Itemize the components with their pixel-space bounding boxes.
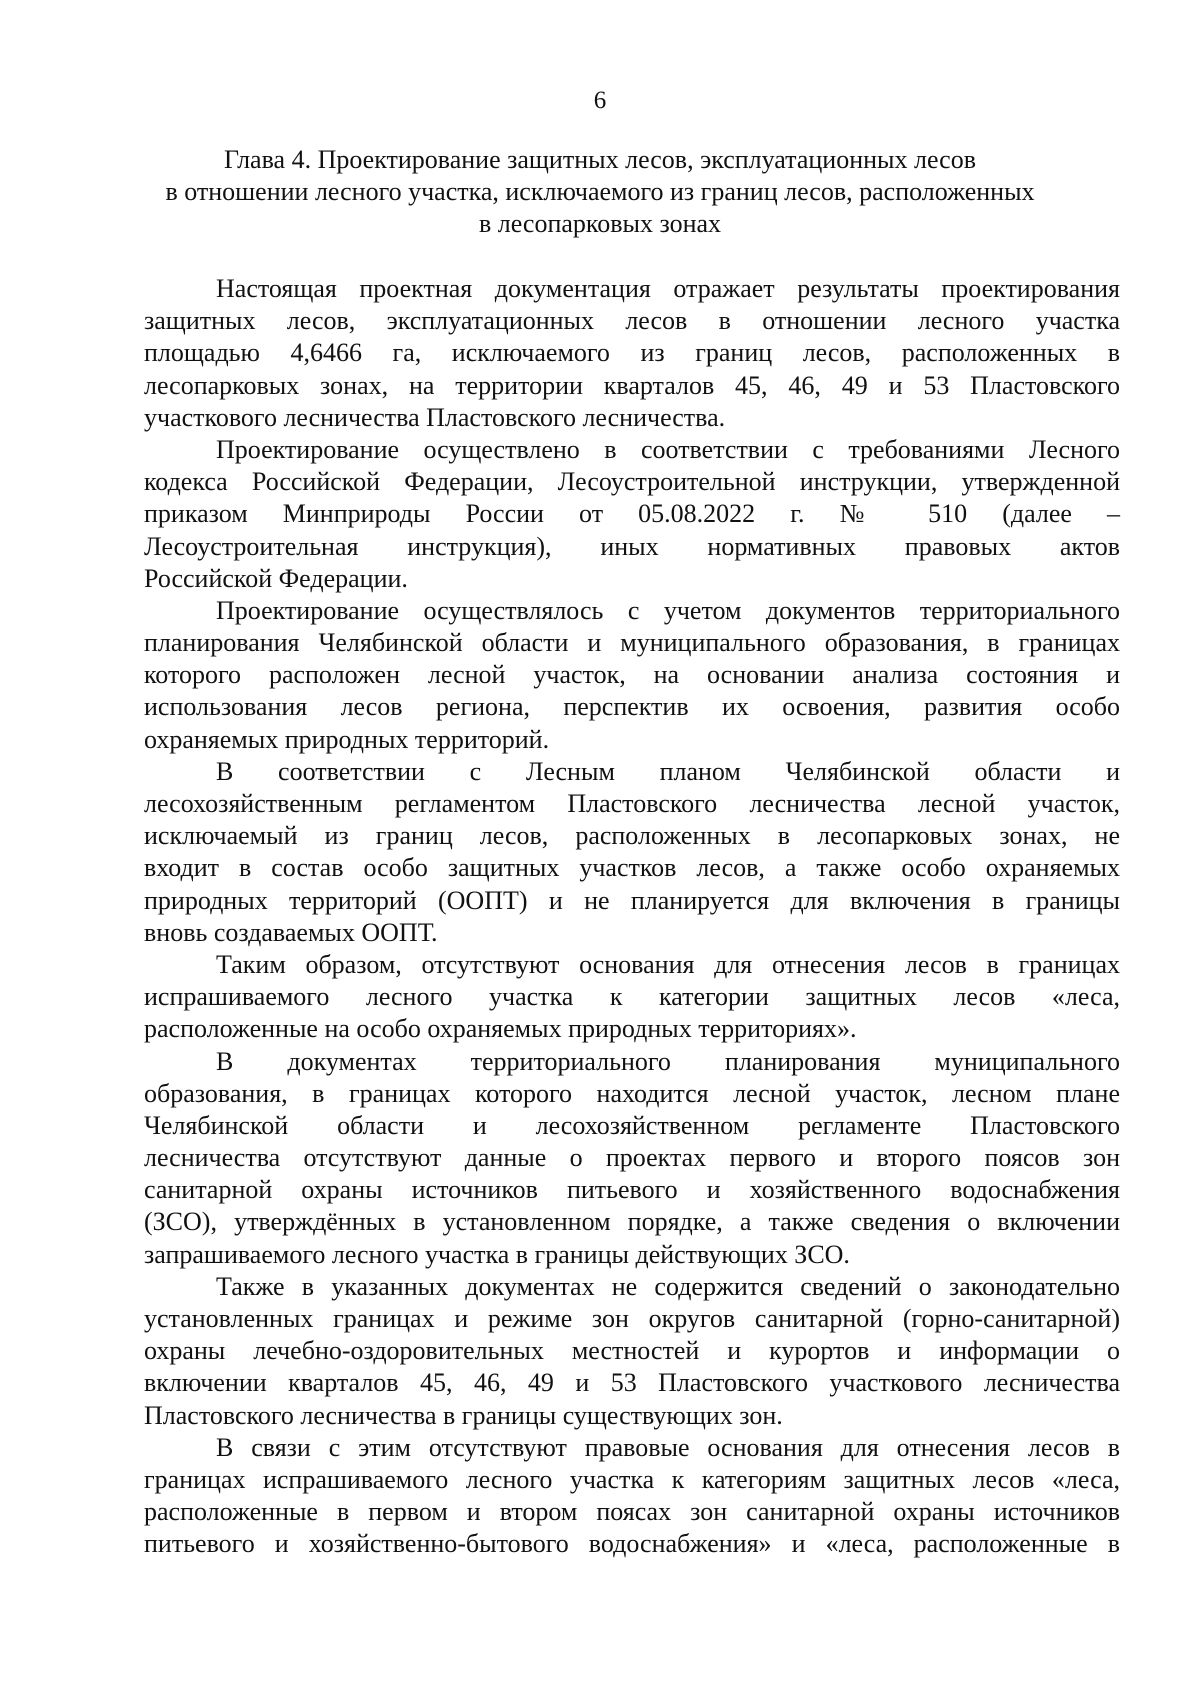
- paragraph-line: Таким образом, отсутствуют основания для отнесения лесов в границах: [216, 949, 1120, 979]
- paragraph: [144, 1271, 1120, 1432]
- paragraph-line: образования, в границах которого находится лесной участок, лесном плане: [144, 1078, 1120, 1108]
- paragraph-line: защитных лесов, эксплуатационных лесов в отношении лесного участка: [144, 306, 1120, 336]
- paragraph-line: санитарной охраны источников питьевого и хозяйственного водоснабжения: [144, 1175, 1120, 1205]
- paragraph: [144, 434, 1120, 595]
- chapter-title: [140, 144, 1060, 240]
- chapter-title-line: Глава 4. Проектирование защитных лесов, эксплуатационных лесов: [224, 145, 976, 174]
- paragraph-line: Пластовского лесничества в границы существующих зон.: [144, 1400, 783, 1430]
- paragraph-line: В связи с этим отсутствуют правовые основания для отнесения лесов в: [216, 1432, 1120, 1462]
- paragraph-line: Проектирование осуществлялось с учетом документов территориального: [216, 595, 1120, 625]
- paragraph-line: лесохозяйственным регламентом Пластовского лесничества лесной участок,: [144, 789, 1120, 818]
- paragraph-line: Настоящая проектная документация отражает результаты проектирования: [216, 274, 1120, 303]
- chapter-title-line: в отношении лесного участка, исключаемого из границ лесов, расположенных: [165, 177, 1035, 206]
- paragraph: [144, 595, 1120, 756]
- paragraph: [144, 1046, 1120, 1271]
- paragraph: [144, 756, 1120, 949]
- paragraph-line: Проектирование осуществлено в соответствии с требованиями Лесного: [216, 434, 1120, 464]
- paragraph-line: питьевого и хозяйственно-бытового водоснабжения» и «леса, расположенные в: [144, 1529, 1120, 1559]
- paragraph-line: приказом Минприроды России от 05.08.2022 г. № 510 (далее –: [144, 499, 1120, 529]
- paragraph-line: В соответствии с Лесным планом Челябинской области и: [216, 756, 1120, 786]
- paragraph-line: охраны лечебно-оздоровительных местностей и курортов и информации о: [144, 1336, 1120, 1366]
- paragraph-line: Российской Федерации.: [144, 563, 408, 593]
- paragraph-line: Лесоустроительная инструкция), иных нормативных правовых актов: [144, 531, 1120, 561]
- paragraph-line: участкового лесничества Пластовского лесничества.: [144, 402, 726, 432]
- paragraph-line: включении кварталов 45, 46, 49 и 53 Пластовского участкового лесничества: [144, 1368, 1120, 1398]
- paragraph-line: кодекса Российской Федерации, Лесоустроительной инструкции, утвержденной: [144, 467, 1120, 497]
- paragraph-line: входит в состав особо защитных участков лесов, а также особо охраняемых: [144, 853, 1120, 883]
- paragraph-line: запрашиваемого лесного участка в границы действующих ЗСО.: [144, 1239, 850, 1269]
- paragraph-line: Также в указанных документах не содержится сведений о законодательно: [216, 1271, 1120, 1301]
- paragraph-line: расположенные в первом и втором поясах зон санитарной охраны источников: [144, 1497, 1120, 1527]
- paragraph-line: В документах территориального планирования муниципального: [216, 1046, 1120, 1076]
- paragraph: [144, 273, 1120, 434]
- paragraph-line: которого расположен лесной участок, на основании анализа состояния и: [144, 660, 1120, 690]
- paragraph-line: лесопарковых зонах, на территории кварталов 45, 46, 49 и 53 Пластовского: [144, 370, 1120, 400]
- document-body: [144, 273, 1120, 1561]
- paragraph-line: использования лесов региона, перспектив их освоения, развития особо: [144, 692, 1120, 722]
- paragraph-line: лесничества отсутствуют данные о проектах первого и второго поясов зон: [144, 1143, 1120, 1173]
- paragraph-line: (ЗСО), утверждённых в установленном порядке, а также сведения о включении: [144, 1207, 1120, 1237]
- paragraph-line: природных территорий (ООПТ) и не планируется для включения в границы: [144, 885, 1120, 915]
- paragraph-line: охраняемых природных территорий.: [144, 724, 550, 754]
- paragraph-line: расположенные на особо охраняемых природных территориях».: [144, 1014, 857, 1044]
- paragraph-line: площадью 4,6466 га, исключаемого из границ лесов, расположенных в: [144, 338, 1120, 368]
- paragraph: [144, 949, 1120, 1046]
- page-number: 6: [593, 87, 607, 114]
- paragraph-line: планирования Челябинской области и муниципального образования, в границах: [144, 628, 1120, 658]
- paragraph: [144, 1432, 1120, 1561]
- chapter-title-line: в лесопарковых зонах: [478, 209, 722, 238]
- paragraph-line: Челябинской области и лесохозяйственном регламенте Пластовского: [144, 1110, 1120, 1140]
- paragraph-line: границах испрашиваемого лесного участка к категориям защитных лесов «леса,: [144, 1464, 1120, 1494]
- paragraph-line: испрашиваемого лесного участка к категории защитных лесов «леса,: [144, 982, 1120, 1012]
- paragraph-line: исключаемый из границ лесов, расположенных в лесопарковых зонах, не: [144, 821, 1120, 851]
- paragraph-line: установленных границах и режиме зон округов санитарной (горно-санитарной): [144, 1304, 1120, 1333]
- paragraph-line: вновь создаваемых ООПТ.: [144, 917, 438, 947]
